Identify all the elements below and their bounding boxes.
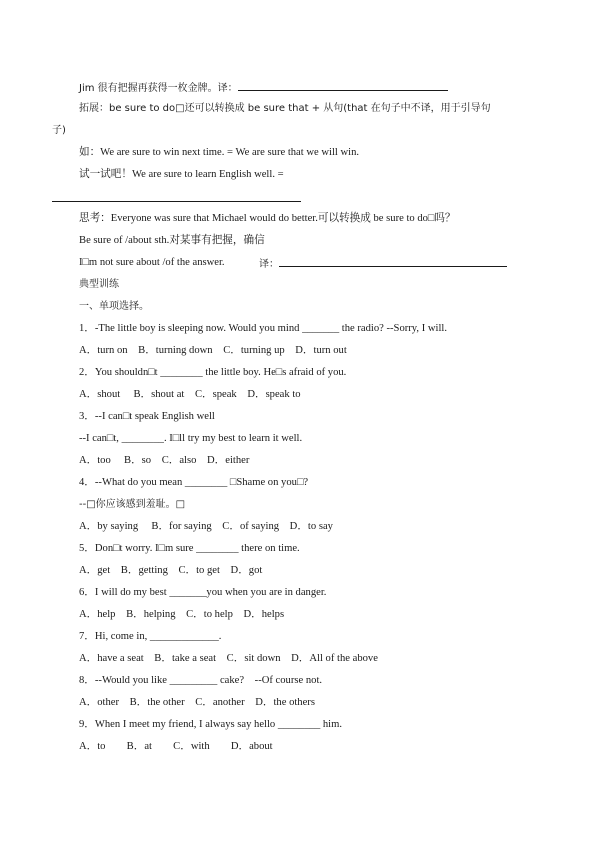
try-it-line: 试一试吧！We are sure to learn English well. = [79, 169, 284, 180]
answer-line[interactable] [52, 201, 301, 202]
question-2-stem: 2．You shouldn□t ________ the little boy. He□s afraid of you. [79, 367, 347, 378]
question-4-options: A．by saying B．for saying C．of saying D．to say [79, 521, 333, 532]
question-5-stem: 5．Don□t worry. I□m sure ________ there on time. [79, 543, 300, 554]
question-7-options: A．have a seat B．take a seat C．sit down D．All of the above [79, 653, 378, 664]
translation-label: 译： [259, 259, 279, 270]
question-3-options: A．too B．so C．also D．either [79, 455, 250, 466]
thinking-question-line: 思考：Everyone was sure that Michael would do better.可以转换成 be sure to do□吗？ [79, 213, 456, 224]
translation-prompt-line [79, 80, 448, 96]
example-answer-text: I□m not sure about /of the answer. [79, 257, 225, 268]
be-sure-of-line: Be sure of /about sth.对某事有把握，确信 [79, 235, 265, 246]
question-9-stem: 9．When I meet my friend, I always say hello ________ him. [79, 719, 343, 730]
question-4-stem: 4．--What do you mean ________ □Shame on you□? [79, 477, 309, 488]
question-6-options: A．help B．helping C．to help D．helps [79, 609, 285, 620]
question-3-stem: 3．--I can□t speak English well [79, 411, 215, 422]
translation-line [259, 256, 507, 272]
question-8-options: A．other B．the other C．another D．the others [79, 697, 315, 708]
extension-line: 拓展：be sure to do□还可以转换成 be sure that + 从句(that 在句子中不译，用于引导句 [79, 103, 491, 114]
example-line: 如：We are sure to win next time. = We are sure that we will win. [79, 147, 360, 158]
question-6-stem: 6．I will do my best _______you when you are in danger. [79, 587, 327, 598]
question-7-stem: 7．Hi, come in, _____________. [79, 631, 222, 642]
translation-prompt-text: Jim 很有把握再获得一枚金牌。译： [79, 83, 238, 94]
question-5-options: A．get B．getting C．to get D．got [79, 565, 263, 576]
subsection-heading: 一、单项选择。 [79, 301, 149, 312]
question-9-options: A．to B．at C．with D．about [79, 741, 273, 752]
question-2-options: A．shout B．shout at C．speak D．speak to [79, 389, 301, 400]
question-8-stem: 8．--Would you like _________ cake? --Of course not. [79, 675, 323, 686]
question-1-options: A．turn on B．turning down C．turning up D．turn out [79, 345, 347, 356]
question-1-stem: 1．-The little boy is sleeping now. Would you mind _______ the radio? --Sorry, I will. [79, 323, 448, 334]
question-4-response: --□你应该感到羞耻。□ [79, 499, 186, 510]
extension-line-continued: 子) [52, 125, 66, 136]
answer-blank[interactable] [279, 256, 507, 267]
question-3-response: --I can□t, ________. I□ll try my best to learn it well. [79, 433, 303, 444]
section-heading: 典型训练 [79, 279, 119, 290]
answer-blank[interactable] [238, 80, 448, 91]
example-answer-line [79, 256, 225, 270]
